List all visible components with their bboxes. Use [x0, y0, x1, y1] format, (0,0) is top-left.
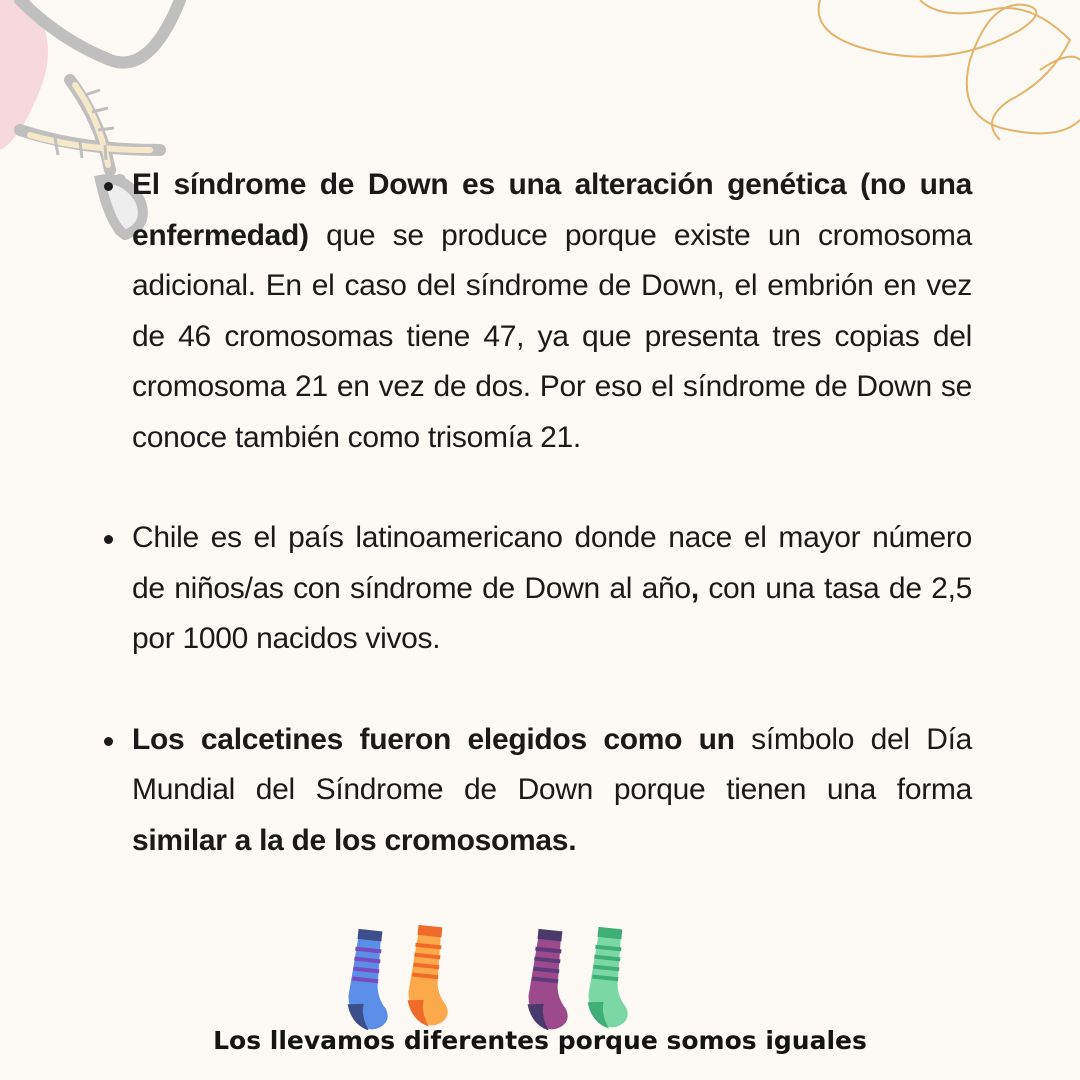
sock-icon	[585, 927, 636, 1030]
facts-section	[100, 160, 972, 916]
fact-3-bold: Los calcetines fueron elegidos como un	[132, 722, 735, 756]
fact-item-2	[100, 513, 972, 665]
fact-1-text: que se produce porque existe un cromosoma adicional. En el caso del síndrome de Down, el embrión en vez de 46 cromosomas tiene 47, ya que presenta tres copias del cromosoma 21 en vez de dos. Por eso el síndrome de Down se conoce también como trisomía 21.	[132, 218, 972, 454]
sock-icon	[525, 929, 576, 1030]
wavy-lines-decoration-icon	[810, 0, 1080, 150]
socks-illustration	[340, 920, 660, 1030]
fact-2-bold-comma: ,	[690, 571, 699, 605]
fact-1-bold: El síndrome de Down es una alteración genética (no una enfermedad)	[132, 168, 972, 252]
facts-list	[100, 160, 972, 866]
fact-2-text-b: con una tasa de 2,5 por 1000 nacidos vivos.	[132, 571, 972, 655]
fact-item-1	[100, 160, 972, 463]
fact-3-bold-end: similar a la de los cromosomas.	[132, 823, 577, 857]
tagline: Los llevamos diferentes porque somos iguales	[213, 1026, 867, 1055]
sock-icon	[345, 929, 396, 1030]
fact-3-text: símbolo del Día Mundial del Síndrome de Down porque tienen una forma	[132, 722, 973, 806]
fact-2-text-a: Chile es el país latinoamericano donde nace el mayor número de niños/as con síndrome de Down al año	[132, 521, 972, 605]
fact-item-3	[100, 715, 972, 867]
sock-icon	[405, 925, 456, 1029]
